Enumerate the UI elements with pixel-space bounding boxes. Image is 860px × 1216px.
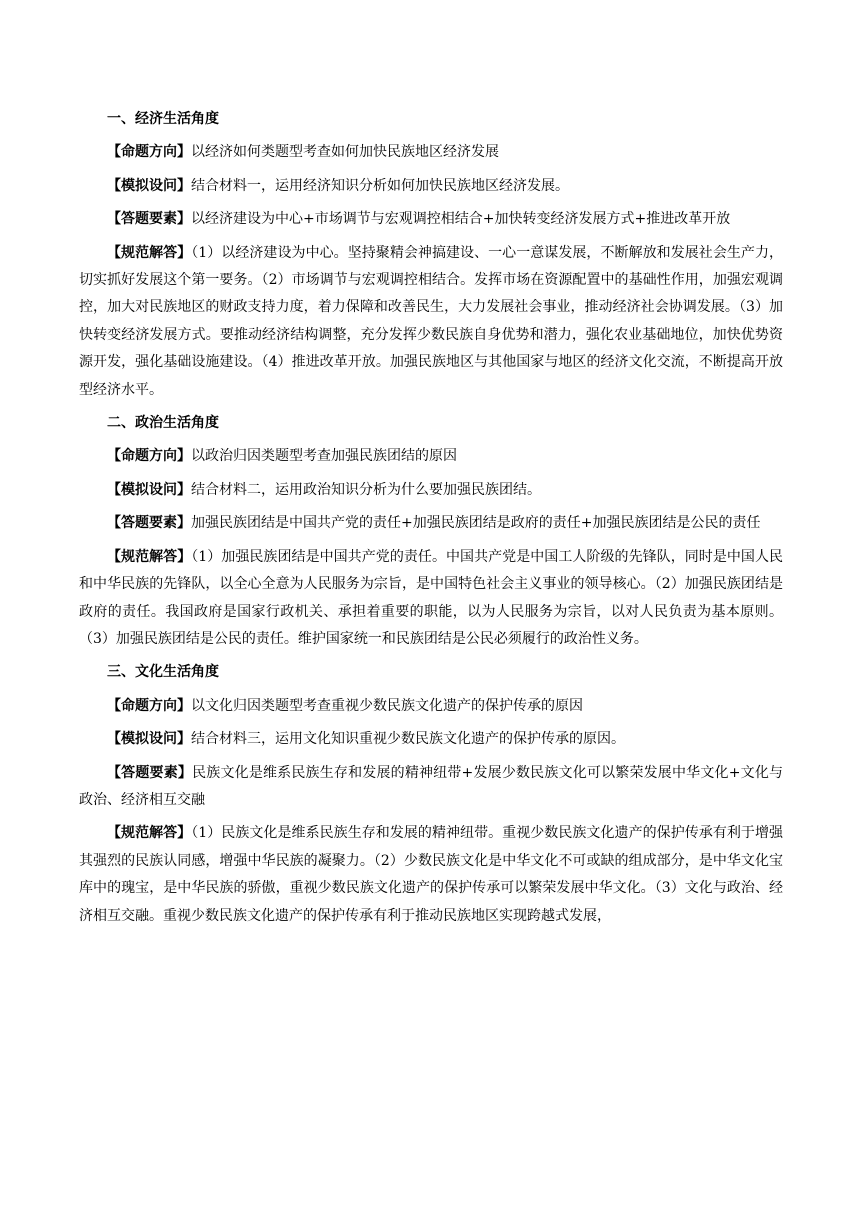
section-heading-culture: 三、文化生活角度 bbox=[107, 664, 219, 681]
item-text: 以文化归因类题型考查重视少数民族文化遗产的保护传承的原因 bbox=[191, 697, 583, 714]
item-text: 结合材料二，运用政治知识分析为什么要加强民族团结。 bbox=[191, 481, 541, 498]
item-text: （1）民族文化是维系民族生存和发展的精神纽带。重视少数民族文化遗产的保护传承有利于增强其强烈的民族认同感，增强中华民族的凝聚力。（2）少数民族文化是中华文化不可或缺的组成部分，是中华文化宝库中的瑰宝，是中华民族的骄傲，重视少数民族文化遗产的保护传承可以繁荣发展中华文化。（3）文化与政治、经济相互交融。重视少数民族文化遗产的保护传承有利于推动民族地区实现跨越式发展， bbox=[79, 825, 784, 924]
item-label: 【模拟设问】 bbox=[107, 177, 191, 194]
culture-question bbox=[79, 726, 783, 753]
section-heading-politics: 二、政治生活角度 bbox=[107, 415, 219, 432]
item-label: 【命题方向】 bbox=[107, 697, 191, 714]
item-label: 【答题要素】 bbox=[107, 211, 191, 228]
item-label: 【答题要素】 bbox=[107, 764, 193, 781]
item-label: 【模拟设问】 bbox=[107, 481, 191, 498]
politics-question bbox=[79, 477, 783, 504]
item-label: 【模拟设问】 bbox=[107, 731, 191, 748]
politics-answer bbox=[79, 544, 783, 654]
item-label: 【规范解答】 bbox=[107, 548, 192, 565]
item-text: 加强民族团结是中国共产党的责任+加强民族团结是政府的责任+加强民族团结是公民的责任 bbox=[191, 515, 761, 532]
item-text: （1）加强民族团结是中国共产党的责任。中国共产党是中国工人阶级的先锋队，同时是中国人民和中华民族的先锋队，以全心全意为人民服务为宗旨，是中国特色社会主义事业的领导核心。（2）加强民族团结是政府的责任。我国政府是国家行政机关、承担着重要的职能，以为人民服务为宗旨，以对人民负责为基本原则。（3）加强民族团结是公民的责任。维护国家统一和民族团结是公民必须履行的政治性义务。 bbox=[79, 548, 784, 647]
item-text: 以经济如何类题型考查如何加快民族地区经济发展 bbox=[191, 144, 499, 161]
section-heading-economy: 一、经济生活角度 bbox=[107, 111, 219, 127]
document-body bbox=[79, 106, 783, 936]
econ-question bbox=[79, 173, 783, 200]
culture-direction bbox=[79, 693, 783, 720]
econ-elements bbox=[79, 206, 783, 233]
item-label: 【规范解答】 bbox=[107, 244, 192, 261]
politics-direction bbox=[79, 443, 783, 470]
item-label: 【命题方向】 bbox=[107, 448, 191, 465]
econ-answer bbox=[79, 240, 783, 404]
item-text: 以经济建设为中心+市场调节与宏观调控相结合+加快转变经济发展方式+推进改革开放 bbox=[191, 211, 731, 228]
item-text: 结合材料一，运用经济知识分析如何加快民族地区经济发展。 bbox=[191, 177, 569, 194]
item-text: 以政治归因类题型考查加强民族团结的原因 bbox=[191, 448, 457, 465]
item-text: 民族文化是维系民族生存和发展的精神纽带+发展少数民族文化可以繁荣发展中华文化+文化与政治、经济相互交融 bbox=[79, 764, 783, 808]
culture-answer bbox=[79, 820, 783, 930]
item-label: 【答题要素】 bbox=[107, 515, 191, 532]
item-text: （1）以经济建设为中心。坚持聚精会神搞建设、一心一意谋发展，不断解放和发展社会生产力，切实抓好发展这个第一要务。（2）市场调节与宏观调控相结合。发挥市场在资源配置中的基础性作用，加强宏观调控，加大对民族地区的财政支持力度，着力保障和改善民生，大力发展社会事业，推动经济社会协调发展。（3）加快转变经济发展方式。要推动经济结构调整，充分发挥少数民族自身优势和潜力，强化农业基础地位，加快优势资源开发，强化基础设施建设。（4）推进改革开放。加强民族地区与其他国家与地区的经济文化交流，不断提高开放型经济水平。 bbox=[79, 244, 784, 398]
item-label: 【规范解答】 bbox=[107, 825, 192, 842]
culture-elements bbox=[79, 760, 783, 815]
item-label: 【命题方向】 bbox=[107, 144, 191, 161]
politics-elements bbox=[79, 510, 783, 537]
econ-direction bbox=[79, 139, 783, 166]
item-text: 结合材料三，运用文化知识重视少数民族文化遗产的保护传承的原因。 bbox=[191, 731, 625, 748]
